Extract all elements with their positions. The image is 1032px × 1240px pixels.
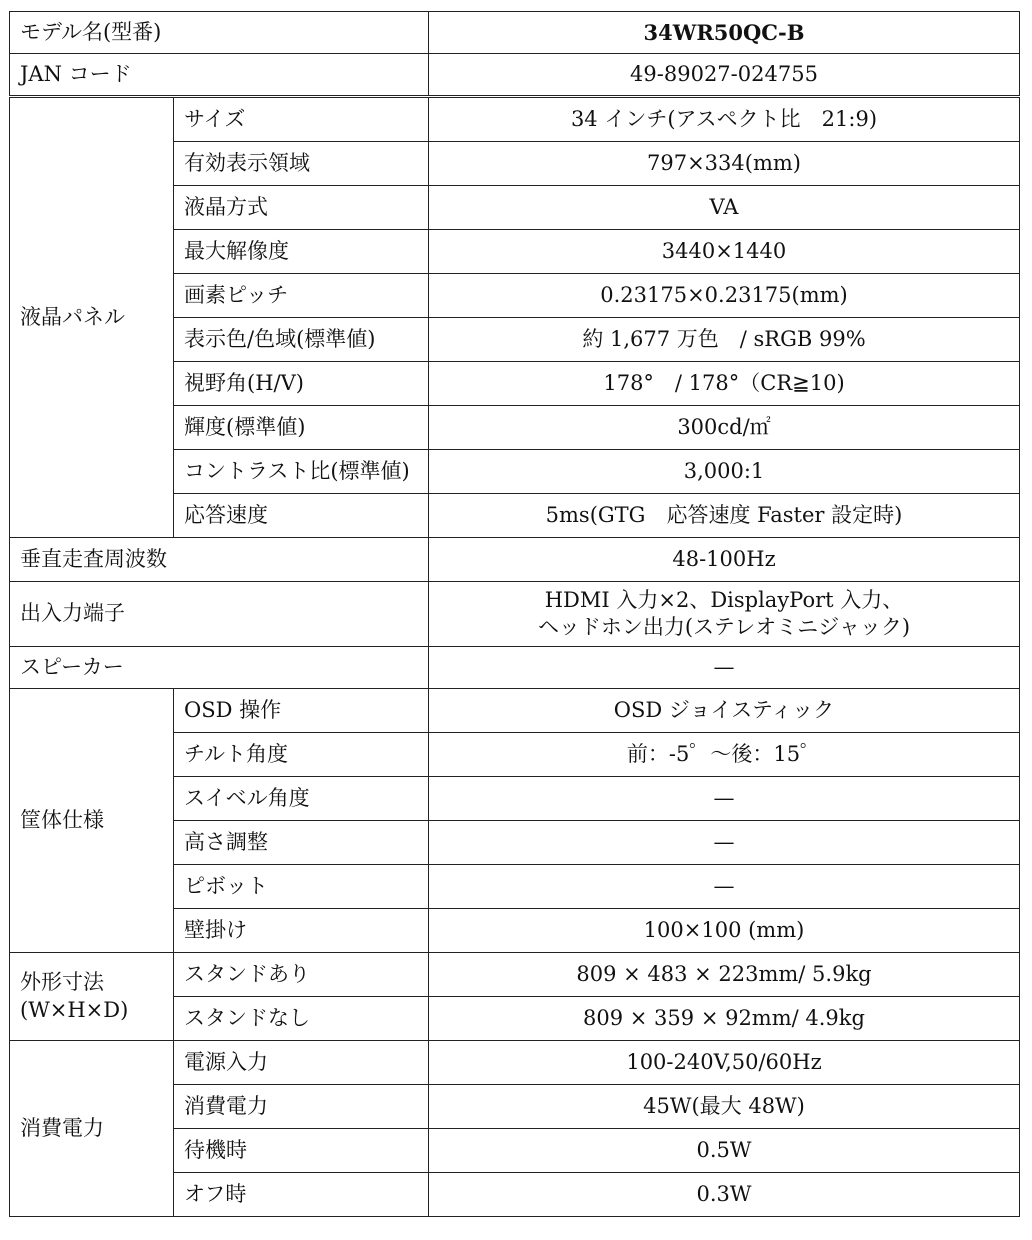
row-vfreq xyxy=(10,538,1020,582)
value-power-input: 100-240V,50/60Hz xyxy=(429,1041,1020,1085)
value-vfreq: 48-100Hz xyxy=(429,538,1020,582)
value-size: 34 インチ(アスペクト比 21:9) xyxy=(429,97,1020,142)
value-pivot: — xyxy=(429,865,1020,909)
row-model xyxy=(10,12,1020,54)
value-contrast: 3,000:1 xyxy=(429,450,1020,494)
row-dim-with-stand xyxy=(10,953,1020,997)
value-swivel: — xyxy=(429,777,1020,821)
value-tilt: 前：-5゜〜後：15゜ xyxy=(429,733,1020,777)
label-model: モデル名(型番) xyxy=(10,12,429,54)
label-swivel: スイベル角度 xyxy=(174,777,429,821)
label-jan: JAN コード xyxy=(10,54,429,97)
label-io: 出入力端子 xyxy=(10,582,429,647)
label-power-off: オフ時 xyxy=(174,1173,429,1217)
label-power: 消費電力 xyxy=(10,1041,174,1217)
value-area: 797×334(mm) xyxy=(429,142,1020,186)
value-io-line2: ヘッドホン出力(ステレオミニジャック) xyxy=(537,615,911,639)
label-power-standby: 待機時 xyxy=(174,1129,429,1173)
label-contrast: コントラスト比(標準値) xyxy=(174,450,429,494)
label-brightness: 輝度(標準値) xyxy=(174,406,429,450)
label-with-stand: スタンドあり xyxy=(174,953,429,997)
row-panel-size xyxy=(10,97,1020,142)
value-io-line1: HDMI 入力×2、DisplayPort 入力、 xyxy=(544,587,904,612)
label-wallmount: 壁掛け xyxy=(174,909,429,953)
label-viewing-angle: 視野角(H/V) xyxy=(174,362,429,406)
value-osd: OSD ジョイスティック xyxy=(429,689,1020,733)
row-io xyxy=(10,582,1020,647)
label-dimensions-line1: 外形寸法 xyxy=(20,970,104,995)
label-pitch: 画素ピッチ xyxy=(174,274,429,318)
value-pitch: 0.23175×0.23175(mm) xyxy=(429,274,1020,318)
row-power-input xyxy=(10,1041,1020,1085)
value-power-standby: 0.5W xyxy=(429,1129,1020,1173)
label-speaker: スピーカー xyxy=(10,647,429,689)
value-with-stand: 809 × 483 × 223mm/ 5.9kg xyxy=(429,953,1020,997)
value-model: 34WR50QC-B xyxy=(429,12,1020,54)
label-colors: 表示色/色域(標準値) xyxy=(174,318,429,362)
label-pivot: ピボット xyxy=(174,865,429,909)
value-viewing-angle: 178° / 178°（CR≧10) xyxy=(429,362,1020,406)
label-panel: 液晶パネル xyxy=(10,97,174,538)
value-height: — xyxy=(429,821,1020,865)
value-type: VA xyxy=(429,186,1020,230)
value-brightness: 300cd/㎡ xyxy=(429,406,1020,450)
label-type: 液晶方式 xyxy=(174,186,429,230)
label-height: 高さ調整 xyxy=(174,821,429,865)
value-without-stand: 809 × 359 × 92mm/ 4.9kg xyxy=(429,997,1020,1041)
label-size: サイズ xyxy=(174,97,429,142)
label-resolution: 最大解像度 xyxy=(174,230,429,274)
value-jan: 49-89027-024755 xyxy=(429,54,1020,97)
row-speaker xyxy=(10,647,1020,689)
label-dimensions-line2: (W×H×D) xyxy=(20,997,129,1022)
label-power-input: 電源入力 xyxy=(174,1041,429,1085)
label-tilt: チルト角度 xyxy=(174,733,429,777)
label-dimensions xyxy=(10,953,174,1041)
label-without-stand: スタンドなし xyxy=(174,997,429,1041)
label-osd: OSD 操作 xyxy=(174,689,429,733)
row-jan xyxy=(10,54,1020,97)
label-power-consumption: 消費電力 xyxy=(174,1085,429,1129)
value-power-consumption: 45W(最大 48W) xyxy=(429,1085,1020,1129)
value-response: 5ms(GTG 応答速度 Faster 設定時) xyxy=(429,494,1020,538)
label-response: 応答速度 xyxy=(174,494,429,538)
row-housing-osd xyxy=(10,689,1020,733)
label-vfreq: 垂直走査周波数 xyxy=(10,538,429,582)
label-area: 有効表示領域 xyxy=(174,142,429,186)
value-colors: 約 1,677 万色 / sRGB 99% xyxy=(429,318,1020,362)
spec-table xyxy=(9,11,1020,1217)
value-power-off: 0.3W xyxy=(429,1173,1020,1217)
label-housing: 筐体仕様 xyxy=(10,689,174,953)
value-io xyxy=(429,582,1020,647)
value-resolution: 3440×1440 xyxy=(429,230,1020,274)
value-wallmount: 100×100 (mm) xyxy=(429,909,1020,953)
value-speaker: — xyxy=(429,647,1020,689)
